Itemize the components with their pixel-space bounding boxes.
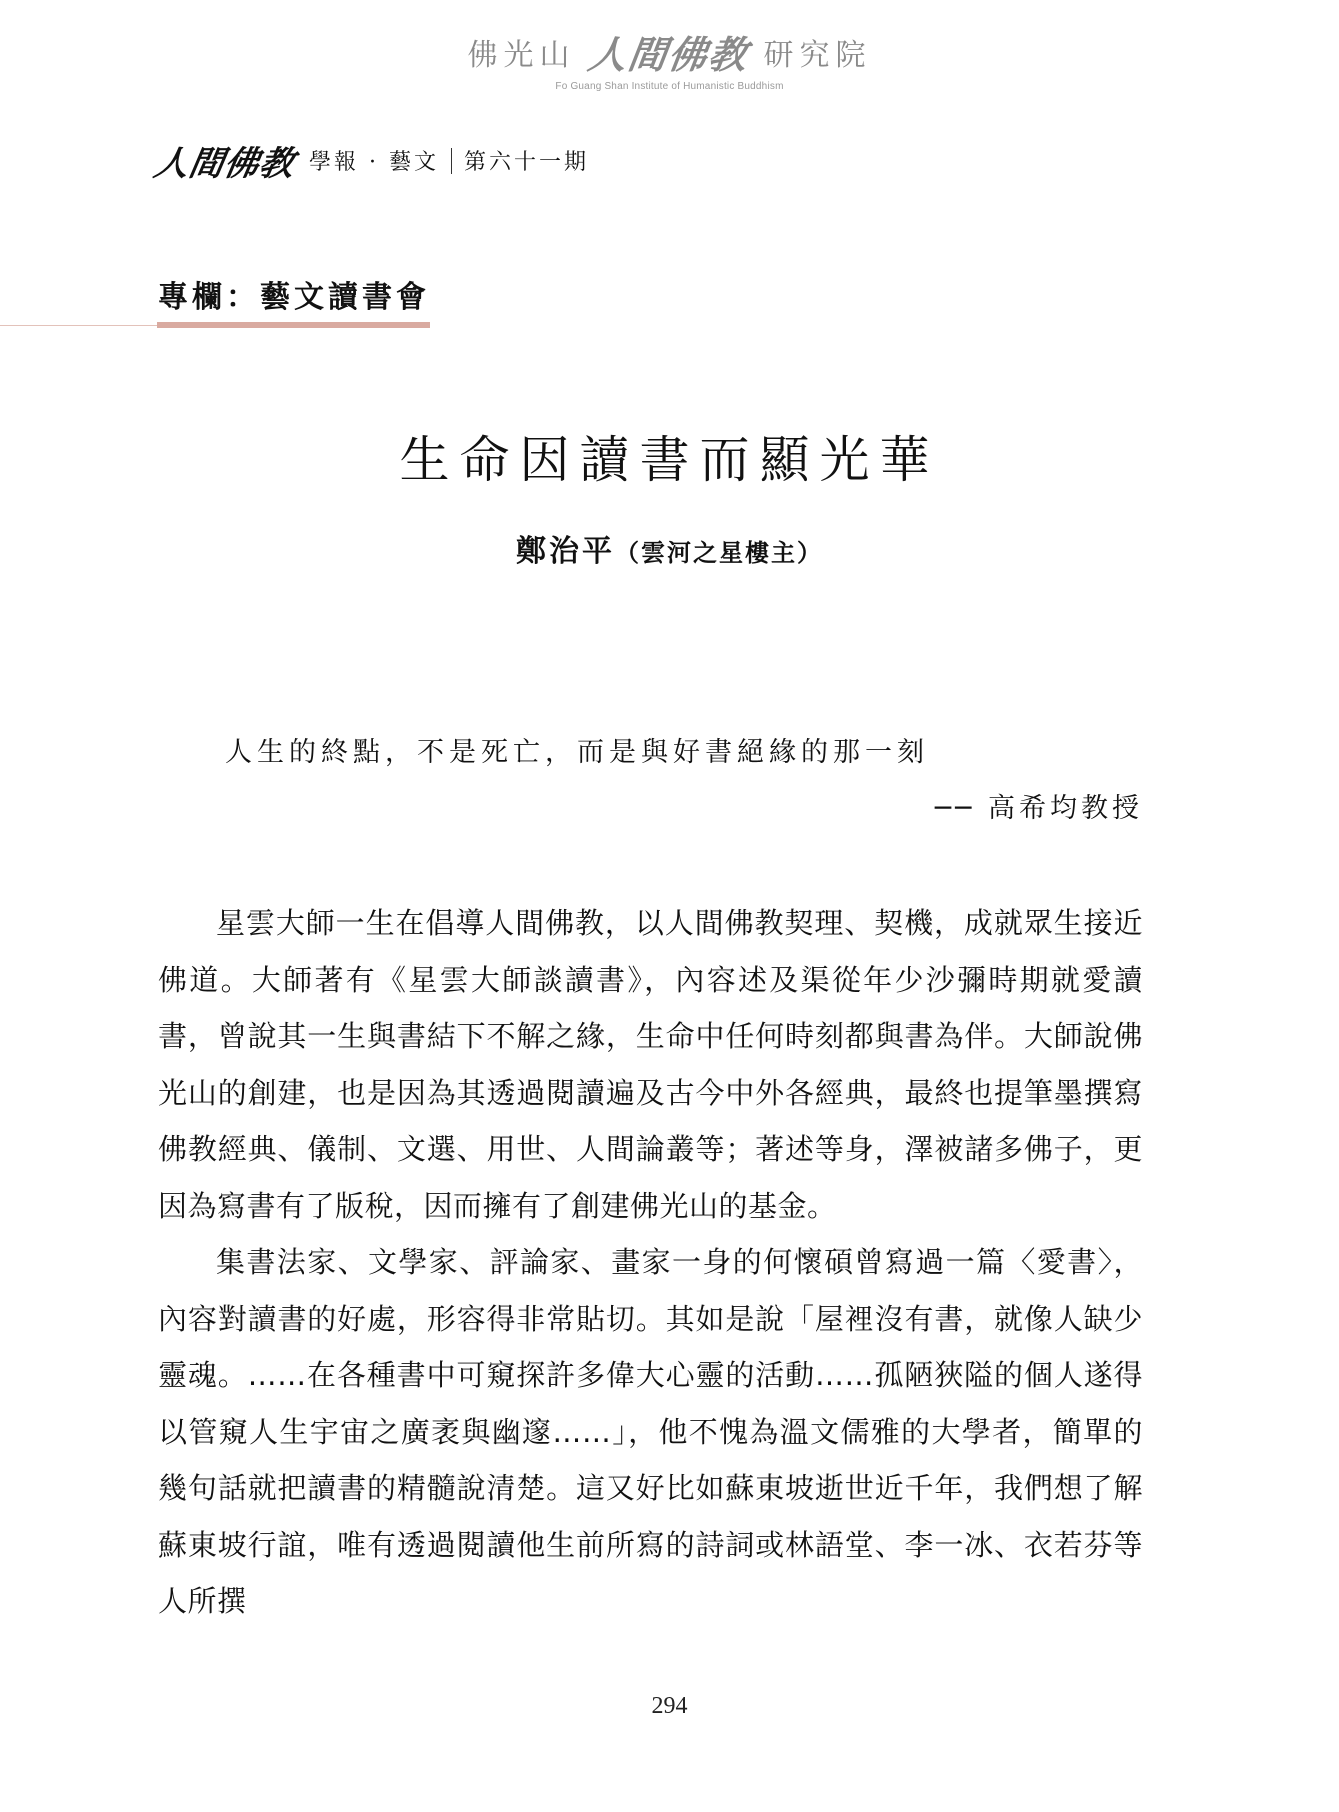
author-affiliation: （雲河之星樓主）: [615, 538, 823, 567]
journal-section: 學報 · 藝文: [309, 150, 439, 175]
article-title: 生命因讀書而顯光華: [399, 431, 940, 489]
institute-prefix: 佛光山: [467, 37, 576, 73]
column-underline-thick: [157, 322, 430, 328]
journal-running-head: [150, 136, 589, 185]
column-underline: [0, 322, 430, 330]
institute-english-name: Fo Guang Shan Institute of Humanistic Buddhism: [555, 81, 784, 92]
body-paragraph: 星雲大師一生在倡導人間佛教，以人間佛教契理、契機，成就眾生接近佛道。大師著有《星雲大師談讀書》，內容述及渠從年少沙彌時期就愛讀書，曾說其一生與書結下不解之緣，生命中任何時刻都與書為伴。大師說佛光山的創建，也是因為其透過閱讀遍及古今中外各經典，最終也提筆墨撰寫佛教經典、儀制、文選、用世、人間論叢等；著述等身，澤被諸多佛子，更因為寫書有了版稅，因而擁有了創建佛光山的基金。: [158, 906, 1143, 1223]
journal-brand-logo: 人間佛教: [150, 144, 298, 184]
epigraph-attribution: ── 高希均教授: [934, 793, 1143, 824]
page-number: 294: [651, 1693, 688, 1719]
journal-issue: 第六十一期: [463, 150, 589, 175]
journal-divider: [451, 148, 452, 174]
article-body: [158, 895, 1143, 1630]
institute-suffix: 研究院: [763, 37, 872, 73]
article-author: [0, 526, 1339, 570]
institute-name: [467, 24, 871, 79]
institute-brand-logo: 人間佛教: [585, 32, 753, 77]
column-label: 專欄：藝文讀書會: [158, 280, 430, 315]
author-name: 鄭治平: [516, 534, 615, 569]
epigraph-quote: 人生的終點，不是死亡，而是與好書絕緣的那一刻: [225, 737, 929, 768]
body-paragraph: 集書法家、文學家、評論家、畫家一身的何懷碩曾寫過一篇〈愛書〉，內容對讀書的好處，形容得非常貼切。其如是說「屋裡沒有書，就像人缺少靈魂。……在各種書中可窺探許多偉大心靈的活動……孤陋狹隘的個人遂得以管窺人生宇宙之廣袤與幽邃……」，他不愧為溫文儒雅的大學者，簡單的幾句話就把讀書的精髓說清楚。這又好比如蘇東坡逝世近千年，我們想了解蘇東坡行誼，唯有透過閱讀他生前所寫的詩詞或林語堂、李一冰、衣若芬等人所撰: [158, 1245, 1143, 1618]
institute-header: [0, 24, 1339, 92]
